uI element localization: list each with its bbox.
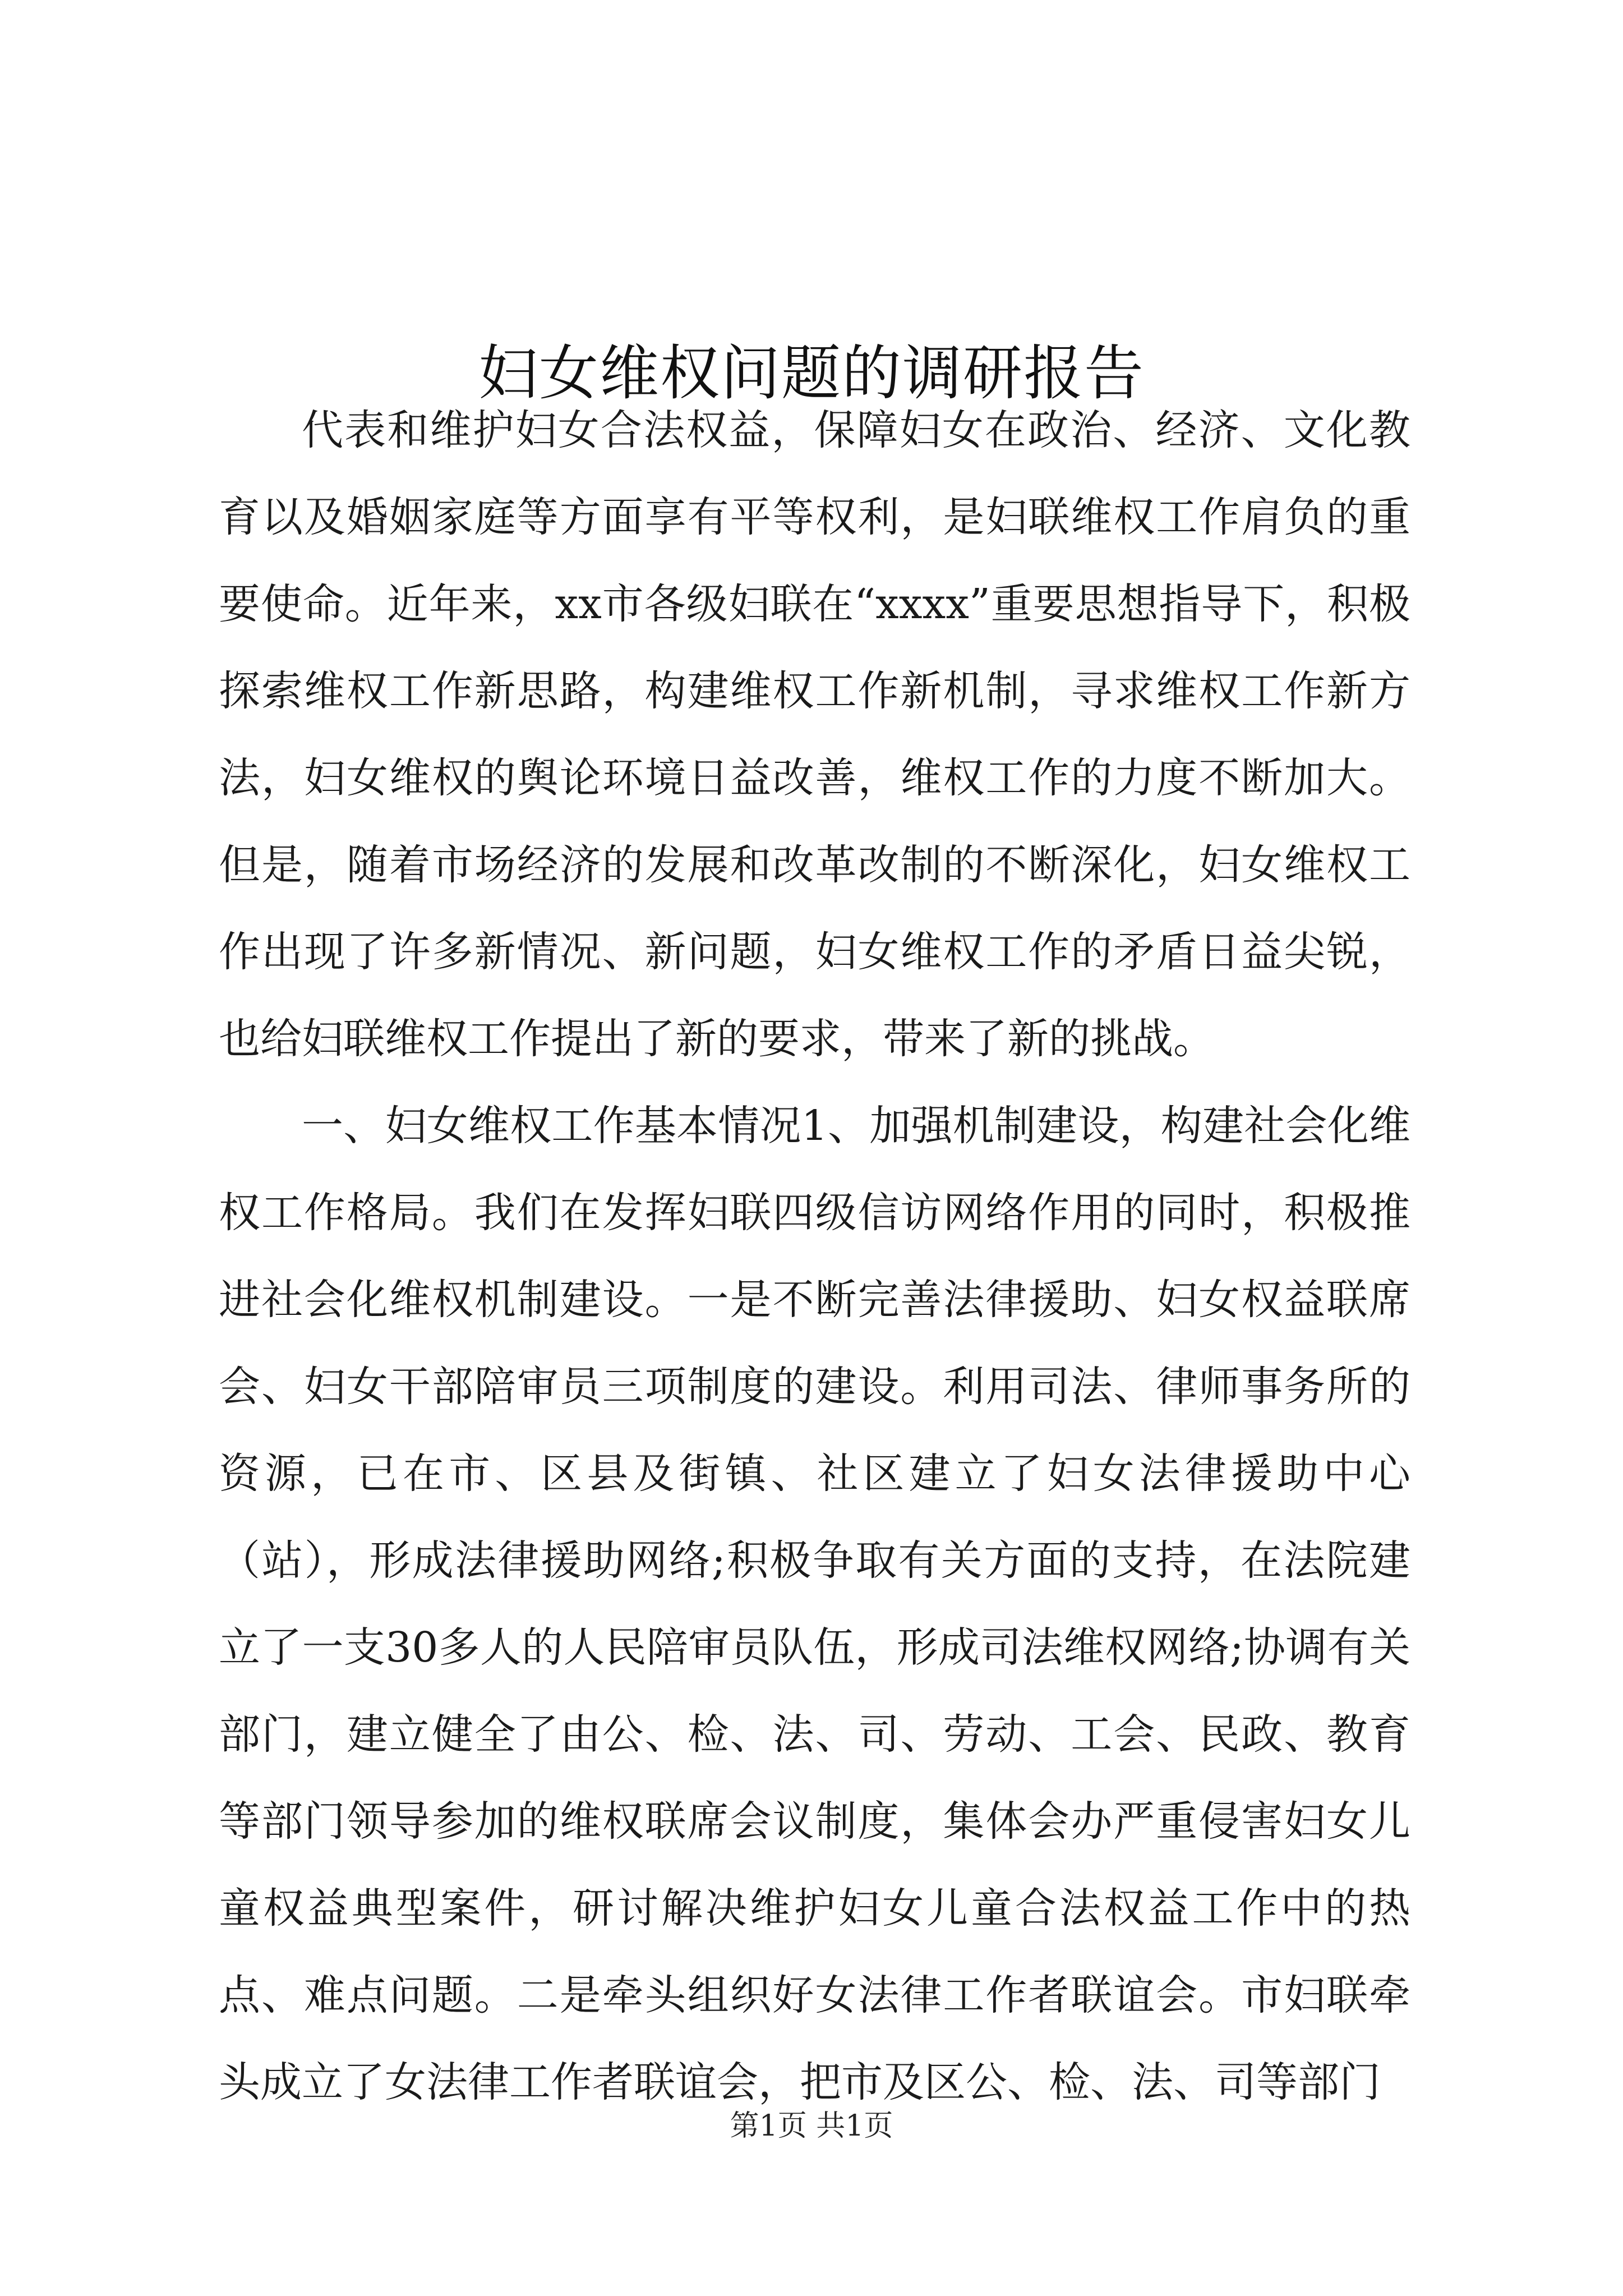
document-title: 妇女维权问题的调研报告 [478,339,1145,408]
paragraph-section-one: 一、妇女维权工作基本情况1、加强机制建设，构建社会化维权工作格局。我们在发挥妇联四级信访网络作用的同时，积极推进社会化维权机制建设。一是不断完善法律援助、妇女权益联席会、妇女干部陪审员三项制度的建设。利用司法、律师事务所的资源，已在市、区县及街镇、社区建立了妇女法律援助中心（站），形成法律援助网络;积极争取有关方面的支持，在法院建立了一支30多人的人民陪审员队伍，形成司法维权网络;协调有关部门，建立健全了由公、检、法、司、劳动、工会、民政、教育等部门领导参加的维权联席会议制度，集体会办严重侵害妇女儿童权益典型案件，研讨解决维护妇女儿童合法权益工作中的热点、难点问题。二是牵头组织好女法律工作者联谊会。市妇联牵头成立了女法律工作者联谊会，把市及区公、检、法、司等部门 [219,1102,1410,2106]
page-footer: 第1页 共1页 [730,2109,893,2143]
document-body [219,387,1410,2126]
paragraph-intro: 代表和维护妇女合法权益，保障妇女在政治、经济、文化教育以及婚姻家庭等方面享有平等权利，是妇联维权工作肩负的重要使命。近年来，xx市各级妇联在“xxxx”重要思想指导下，积极探索维权工作新思路，构建维权工作新机制，寻求维权工作新方法，妇女维权的舆论环境日益改善，维权工作的力度不断加大。但是，随着市场经济的发展和改革改制的不断深化，妇女维权工作出现了许多新情况、新问题，妇女维权工作的矛盾日益尖锐，也给妇联维权工作提出了新的要求，带来了新的挑战。 [219,406,1410,1063]
